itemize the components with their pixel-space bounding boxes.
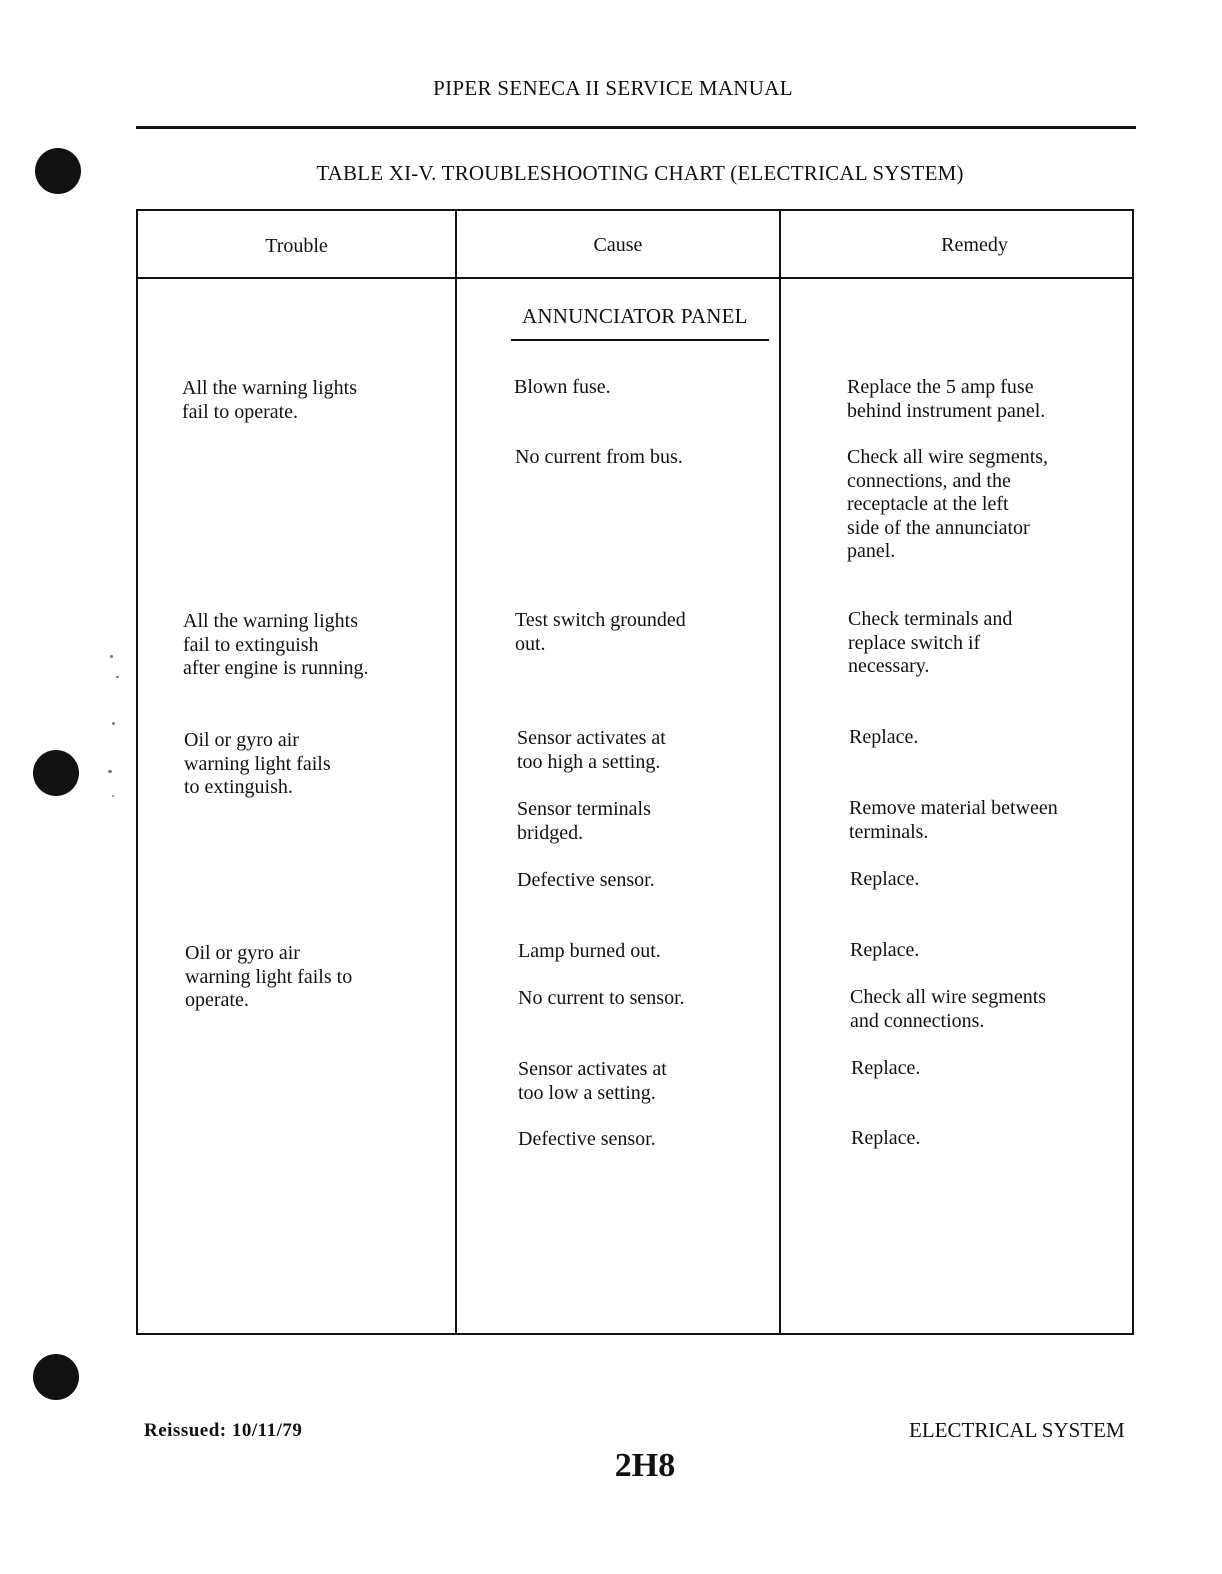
scan-speck [112, 795, 114, 797]
reissue-date: Reissued: 10/11/79 [144, 1420, 303, 1441]
cause-cell: Sensor activates at too low a setting. [518, 1058, 667, 1104]
remedy-cell: Check terminals and replace switch if necessary. [848, 608, 1013, 677]
column-divider-1 [455, 209, 457, 1333]
cause-cell: Test switch grounded out. [515, 609, 686, 655]
punch-hole-bottom [33, 1354, 79, 1400]
section-name: ELECTRICAL SYSTEM [909, 1418, 1125, 1442]
table-header-divider [136, 277, 1132, 279]
cause-cell: Defective sensor. [517, 869, 655, 891]
page-header: PIPER SENECA II SERVICE MANUAL [433, 76, 793, 100]
page-number: 2H8 [614, 1447, 676, 1484]
column-divider-2 [779, 209, 781, 1333]
trouble-cell: All the warning lights fail to extinguish after engine is running. [183, 610, 369, 679]
cause-cell: No current from bus. [515, 446, 683, 468]
column-header-trouble: Trouble [265, 235, 328, 257]
trouble-cell: Oil or gyro air warning light fails to extinguish. [184, 729, 331, 798]
remedy-cell: Replace. [851, 1127, 921, 1149]
trouble-cell: All the warning lights fail to operate. [182, 377, 357, 423]
header-rule [136, 126, 1136, 129]
table-title: TABLE XI-V. TROUBLESHOOTING CHART (ELECTRICAL SYSTEM) [316, 161, 964, 185]
remedy-cell: Check all wire segments and connections. [850, 986, 1047, 1032]
punch-hole-middle [33, 750, 79, 796]
cause-cell: Sensor activates at too high a setting. [517, 727, 666, 773]
section-title: ANNUNCIATOR PANEL [522, 304, 748, 328]
remedy-cell: Replace the 5 amp fuse behind instrument panel. [847, 376, 1046, 422]
cause-cell: Sensor terminals bridged. [517, 798, 651, 844]
scan-speck [112, 722, 115, 725]
remedy-cell: Check all wire segments, connections, and the receptacle at the left side of the annunciator panel. [847, 446, 1049, 562]
cause-cell: No current to sensor. [518, 987, 685, 1009]
column-header-cause: Cause [593, 234, 643, 256]
remedy-cell: Replace. [851, 1057, 921, 1079]
scan-speck [116, 676, 119, 678]
column-header-remedy: Remedy [941, 234, 1008, 256]
remedy-cell: Replace. [850, 939, 920, 961]
remedy-cell: Remove material between terminals. [849, 797, 1058, 843]
scan-speck [110, 655, 113, 658]
remedy-cell: Replace. [850, 868, 920, 890]
section-title-underline [511, 339, 769, 341]
cause-cell: Defective sensor. [518, 1128, 656, 1150]
cause-cell: Blown fuse. [514, 376, 611, 398]
trouble-cell: Oil or gyro air warning light fails to operate. [185, 942, 353, 1011]
remedy-cell: Replace. [849, 726, 919, 748]
cause-cell: Lamp burned out. [518, 940, 661, 962]
scan-speck [108, 770, 112, 773]
